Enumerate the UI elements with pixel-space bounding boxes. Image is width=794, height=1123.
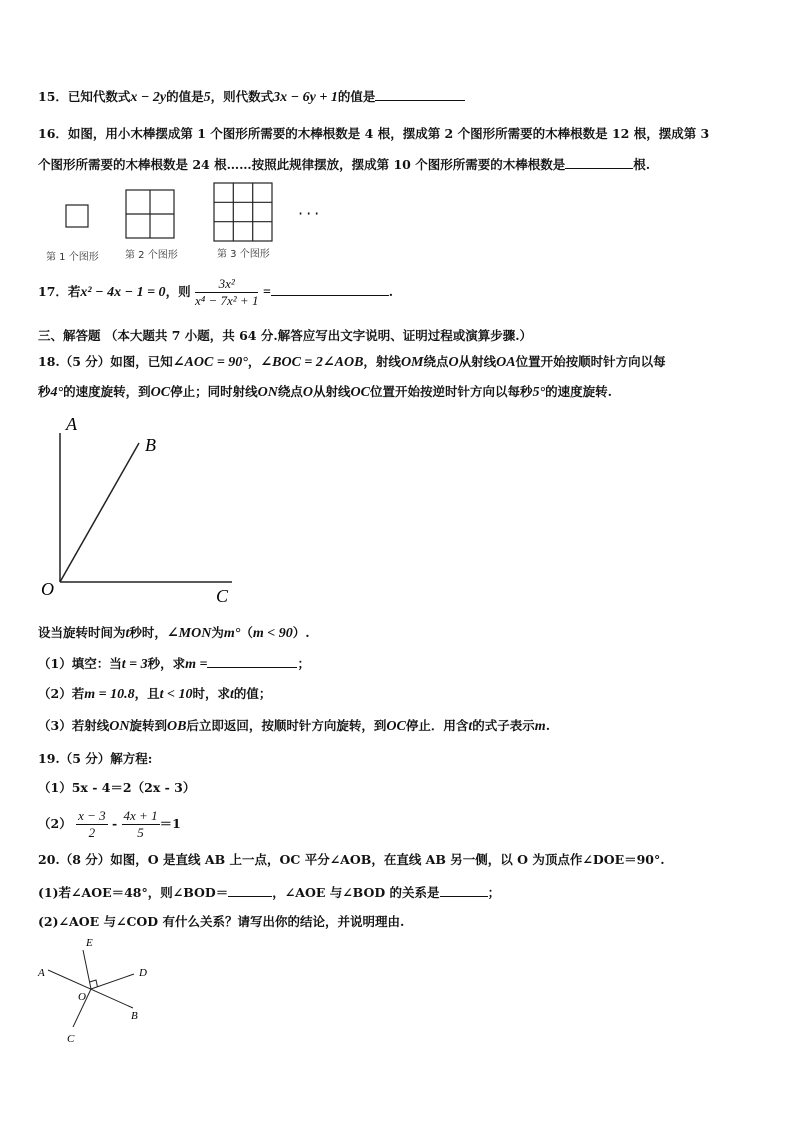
ray-ob <box>60 443 139 582</box>
q18-text: 时，求 <box>192 686 230 701</box>
q19-f2-numerator: 4x + 1 <box>123 808 158 823</box>
q18-text: （1）填空：当 <box>38 656 122 671</box>
figure-2-grid <box>126 190 174 238</box>
q18-text: ）. <box>292 625 310 640</box>
q18-text: ； <box>297 656 310 671</box>
label-e: E <box>86 937 93 949</box>
q18-var-t: t <box>468 719 473 734</box>
q18-text: 秒时， <box>129 625 167 640</box>
label-a: A <box>38 967 45 979</box>
label-c: C <box>67 1033 75 1045</box>
q20-diagram <box>0 930 794 1050</box>
q20-blank-bod[interactable] <box>228 884 272 897</box>
q18-var-t: t <box>229 687 234 702</box>
q18-text: 停止；同时射线 <box>170 384 258 399</box>
q18-angle-aoc: ∠AOC = 90° <box>172 355 248 370</box>
q18-text: 绕点 <box>423 354 449 369</box>
q18-var-m: m° <box>223 626 241 641</box>
q18-text: 从射线 <box>458 354 497 369</box>
q18-text: （2）若 <box>38 686 85 701</box>
q18-speed-4: 4° <box>50 385 64 400</box>
q18-m-equals: m = <box>185 657 208 672</box>
question-17 <box>38 276 393 309</box>
q18-ray-om: OM <box>400 355 424 370</box>
q18-text: （3）若射线 <box>38 718 110 733</box>
q17-fraction <box>195 276 259 309</box>
label-d: D <box>139 967 147 979</box>
q17-equals: = <box>262 285 271 300</box>
q18-diagram <box>0 400 794 620</box>
q17-numerator: 3x² <box>195 276 259 293</box>
q20-blank-relation[interactable] <box>440 884 488 897</box>
q19-f1-denominator: 2 <box>88 825 96 840</box>
q16-figures <box>0 0 794 280</box>
q19-minus: - <box>111 816 118 831</box>
q20-text: (1)若∠AOE＝48°，则∠BOD＝ <box>38 885 229 900</box>
q19-part-2-label: （2） <box>38 816 72 831</box>
q18-ray-ob: OB <box>166 719 187 734</box>
q20-part-1 <box>38 884 500 901</box>
q18-text: 为 <box>211 625 224 640</box>
q16-ellipsis: ··· <box>298 204 323 223</box>
question-19-title: 19.（5 分）解方程: <box>38 751 153 766</box>
q18-text: 从射线 <box>312 384 351 399</box>
q18-text: 秒，求 <box>147 656 186 671</box>
label-b: B <box>131 1010 138 1022</box>
q18-text: 设当旋转时间为 <box>38 625 126 640</box>
q19-fraction-1 <box>76 808 108 841</box>
q16-text: 个图形所需要的木棒根数是 24 根……按照此规律摆放，摆成第 10 个图形所需要的木棒根数是 <box>38 157 566 172</box>
q18-point-o: O <box>448 355 459 370</box>
q18-part-3 <box>38 718 550 735</box>
q15-prefix: 15．已知代数式 <box>38 89 131 104</box>
q15-expression-2: 3x − 6y + 1 <box>273 90 338 105</box>
q18-text: 的速度旋转，到 <box>63 384 151 399</box>
label-o: O <box>41 579 54 599</box>
question-18-line-1 <box>38 354 666 371</box>
figure-1-square <box>66 205 88 227</box>
q19-part-1: （1）5x - 4＝2（2x - 3） <box>38 780 196 795</box>
q18-text: 18.（5 分）如图，已知 <box>38 354 173 369</box>
q18-text: （ <box>240 625 253 640</box>
q15-suffix: 的值是 <box>337 89 376 104</box>
q18-ray-oc: OC <box>350 385 370 400</box>
q18-angle-mon: ∠MON <box>166 626 212 641</box>
q18-ray-on: ON <box>257 385 278 400</box>
label-o: O <box>78 991 86 1003</box>
q18-text: 绕点 <box>277 384 303 399</box>
q18-speed-5: 5° <box>532 385 546 400</box>
q18-point-o: O <box>302 385 313 400</box>
q17-denominator: x⁴ − 7x² + 1 <box>194 293 259 308</box>
q15-text: 的值是 <box>166 89 204 104</box>
q19-f1-numerator: x − 3 <box>78 808 106 823</box>
q16-end: 根. <box>633 157 651 172</box>
q17-end: . <box>388 284 394 299</box>
q18-text: 的值； <box>233 686 272 701</box>
figure-3-grid <box>214 183 272 241</box>
q18-text: 旋转到 <box>129 718 167 733</box>
ray-oe <box>83 950 91 989</box>
q18-angle-boc: ∠BOC = 2∠AOB <box>260 355 364 370</box>
q18-ray-oc: OC <box>386 719 406 734</box>
q19-fraction-2 <box>122 808 160 841</box>
question-18-line-2 <box>38 384 612 401</box>
q17-answer-blank[interactable] <box>271 283 389 296</box>
q17-prefix: 17．若 <box>38 284 81 299</box>
question-20-line-1: 20.（8 分）如图，O 是直线 AB 上一点，OC 平分∠AOB，在直线 AB 另一侧，以 O 为顶点作∠DOE＝90°. <box>38 852 665 867</box>
q18-ray-oc: OC <box>150 385 171 400</box>
q18-t-condition: t < 10 <box>159 687 193 702</box>
q17-condition: x² − 4x − 1 = 0 <box>80 285 166 300</box>
q18-t-value: t = 3 <box>121 657 148 672</box>
q18-part-1 <box>38 655 310 673</box>
q18-text: 位置开始按逆时针方向以每秒 <box>369 384 533 399</box>
q18-var-t: t <box>125 626 130 641</box>
q18-m-value: m = 10.8 <box>84 687 135 702</box>
q18-text: 的速度旋转. <box>545 384 612 399</box>
q18-ray-oa: OA <box>496 355 516 370</box>
figure-2-caption: 第 2 个图形 <box>125 250 178 261</box>
q18-text: 后立即返回，按顺时针方向旋转，到 <box>186 718 387 733</box>
q18-text: 秒 <box>38 384 51 399</box>
figure-3-caption: 第 3 个图形 <box>217 249 270 260</box>
q18-text: ，射线 <box>363 354 401 369</box>
q19-part-2 <box>38 808 181 841</box>
label-c: C <box>216 586 229 606</box>
question-16-line-1: 16．如图，用小木棒摆成第 1 个图形所需要的木棒根数是 4 根，摆成第 2 个图形所需要的木棒根数是 12 根，摆成第 3 <box>38 126 710 141</box>
q15-value: 5 <box>203 90 211 105</box>
q15-text-2: ，则代数式 <box>210 89 274 104</box>
q18-text: ， <box>247 354 261 369</box>
q18-ray-on: ON <box>109 719 130 734</box>
label-b: B <box>145 435 156 455</box>
q20-part-2: (2)∠AOE 与∠COD 有什么关系？请写出你的结论，并说明理由. <box>38 914 405 929</box>
q19-equals-one: ＝1 <box>159 816 181 831</box>
section-3-heading: 三、解答题 （本大题共 7 小题，共 64 分.解答应写出文字说明、证明过程或演算步骤.） <box>38 328 533 343</box>
q20-text: ，∠AOE 与∠BOD 的关系是 <box>272 885 440 900</box>
q17-then: ，则 <box>165 284 191 299</box>
q19-f2-denominator: 5 <box>137 825 144 840</box>
q18-text: 位置开始按顺时针方向以每 <box>515 354 666 369</box>
q15-expression-1: x − 2y <box>130 90 167 105</box>
figure-1-caption: 第 1 个图形 <box>46 252 99 263</box>
q18-condition: m < 90 <box>252 626 293 641</box>
q18-text: 停止．用含 <box>405 718 469 733</box>
q18-text: ，且 <box>134 686 160 701</box>
q18-var-m: m <box>534 719 546 734</box>
q18-part-2 <box>38 686 271 703</box>
q18-setup <box>38 625 310 642</box>
q18-text: . <box>545 718 551 733</box>
label-a: A <box>66 414 77 434</box>
q20-text: ； <box>487 885 501 900</box>
q18-text: 的式子表示 <box>472 718 535 733</box>
q18-answer-blank[interactable] <box>207 655 297 668</box>
